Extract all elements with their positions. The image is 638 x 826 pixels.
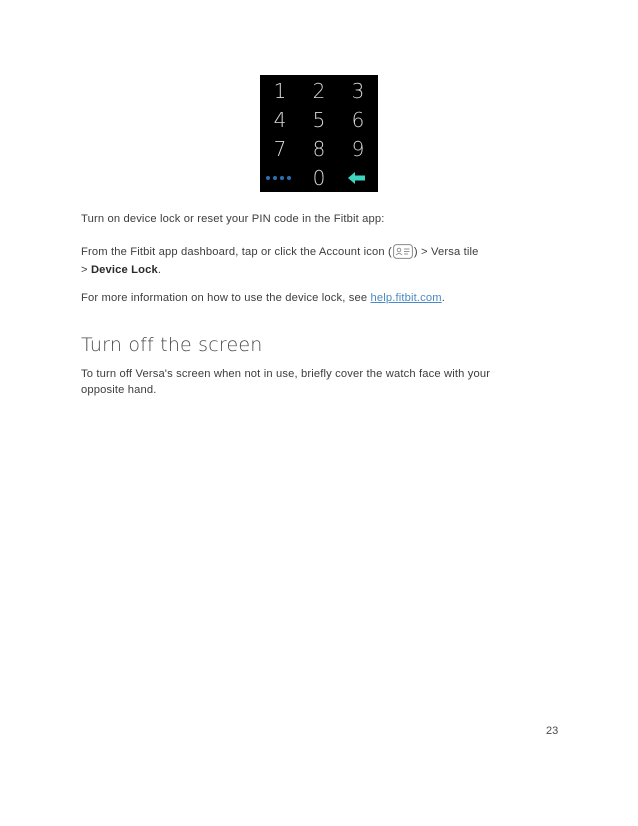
- steps-text-part1: From the Fitbit app dashboard, tap or click the Account icon (: [81, 246, 392, 258]
- steps-line-2: [81, 262, 161, 279]
- steps-text-part4: .: [157, 264, 162, 276]
- key-3: 3: [351, 79, 365, 103]
- key-8: 8: [312, 137, 326, 161]
- help-fitbit-link[interactable]: help.fitbit.com: [370, 292, 442, 304]
- key-4: 4: [273, 108, 287, 132]
- key-6: 6: [351, 108, 365, 132]
- steps-line-1: [81, 244, 479, 261]
- key-2: 2: [312, 79, 326, 103]
- key-7: 7: [273, 137, 287, 161]
- pin-keypad-image: [260, 75, 378, 192]
- section-body-line-2: opposite hand.: [81, 384, 157, 396]
- more-info-end: .: [441, 292, 446, 304]
- key-5: 5: [312, 108, 326, 132]
- key-9: 9: [351, 137, 365, 161]
- key-0: 0: [312, 166, 326, 190]
- section-heading: Turn off the screen: [81, 334, 263, 356]
- page-number: 23: [546, 725, 559, 737]
- more-info-text: [81, 290, 445, 307]
- key-1: 1: [273, 79, 287, 103]
- backspace-arrow-icon: [347, 171, 367, 185]
- ellipsis-icon: [266, 176, 296, 182]
- intro-text: Turn on device lock or reset your PIN code in the Fitbit app:: [81, 213, 385, 225]
- device-lock-label: Device Lock: [90, 264, 158, 276]
- more-info-prefix: For more information on how to use the device lock, see: [81, 292, 371, 304]
- steps-text-part2: ) > Versa tile: [413, 246, 479, 258]
- section-body-line-1: To turn off Versa's screen when not in use, briefly cover the watch face with your: [81, 368, 491, 380]
- account-card-icon: [393, 244, 413, 259]
- steps-text-part3: >: [81, 264, 91, 276]
